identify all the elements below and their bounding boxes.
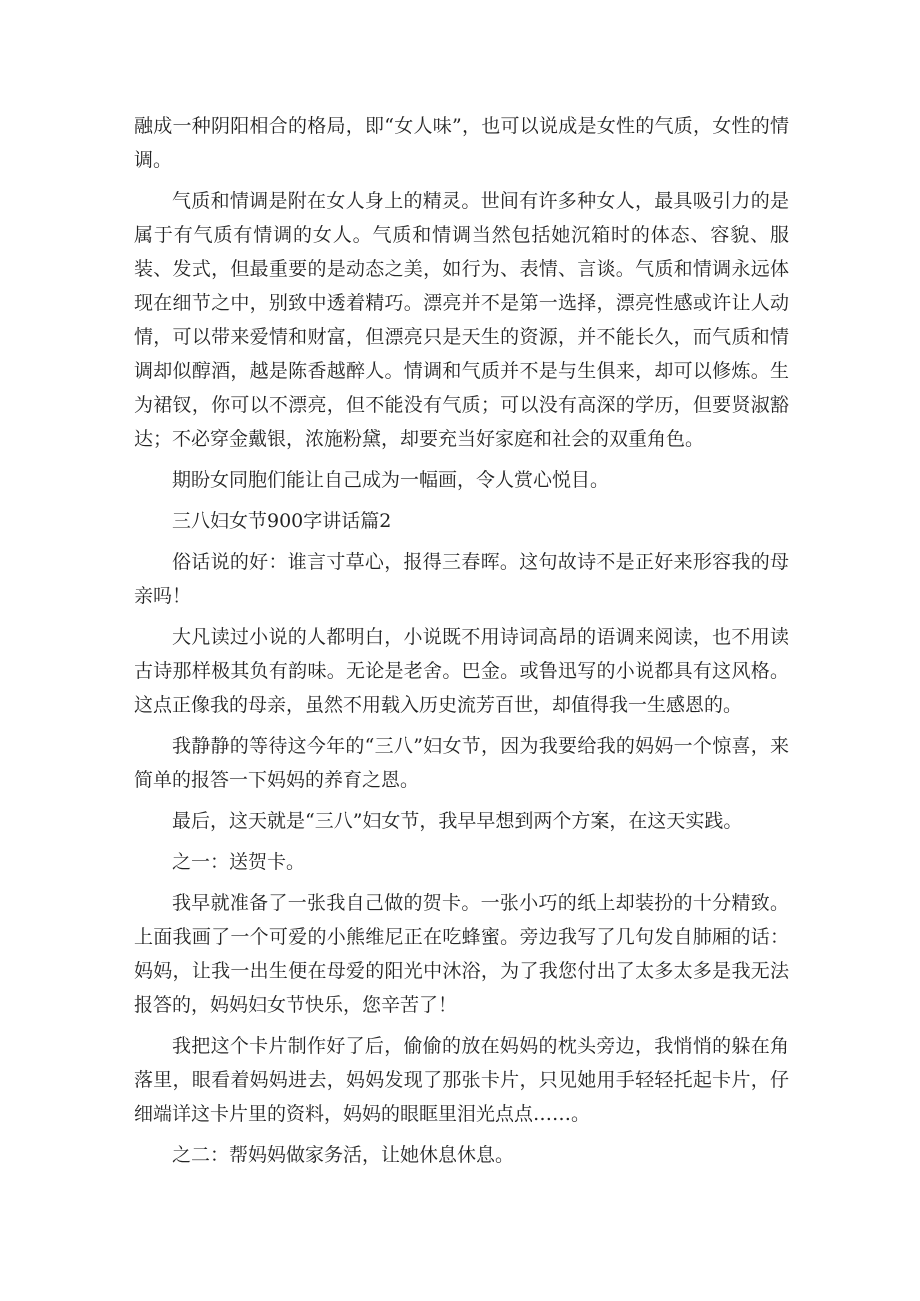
paragraph-plan-two: 之二：帮妈妈做家务活，让她休息休息。 [172, 1144, 515, 1166]
paragraph-plans: 最后，这天就是“三八”妇女节，我早早想到两个方案，在这天实践。 [172, 810, 743, 832]
paragraph-temperament: 气质和情调是附在女人身上的精灵。世间有许多种女人，最具吸引力的是属于有气质有情调的女人。气质和情调当然包括她沉箱时的体态、容貌、服装、发式，但最重要的是动态之美，如行为、表情、言谈。气质和情调永远体现在细节之中，别致中透着精巧。漂亮并不是第一选择，漂亮性感或许让人动情，可以带来爱情和财富，但漂亮只是天生的资源，并不能长久，而气质和情调却似醇酒，越是陈香越醉人。情调和气质并不是与生俱来，却可以修炼。生为裙钗，你可以不漂亮，但不能没有气质；可以没有高深的学历，但要贤淑豁达；不必穿金戴银，浓施粉黛，却要充当好家庭和社会的双重角色。 [134, 190, 789, 450]
paragraph-novel: 大凡读过小说的人都明白，小说既不用诗词高昂的语调来阅读，也不用读古诗那样极其负有韵味。无论是老舍。巴金。或鲁迅写的小说都具有这风格。这点正像我的母亲，虽然不用载入历史流芳百世，却值得我一生感恩的。 [134, 626, 789, 716]
section-heading: 三八妇女节900字讲话篇2 [172, 510, 392, 532]
paragraph-card: 我早就准备了一张我自己做的贺卡。一张小巧的纸上却装扮的十分精致。上面我画了一个可爱的小熊维尼正在吃蜂蜜。旁边我写了几句发自肺厢的话：妈妈，让我一出生便在母爱的阳光中沐浴，为了我您付出了太多太多是我无法报答的，妈妈妇女节快乐，您辛苦了！ [134, 892, 789, 1016]
document-body [134, 109, 789, 1179]
paragraph-proverb: 俗话说的好：谁言寸草心，报得三春晖。这句故诗不是正好来形容我的母亲吗！ [134, 551, 789, 607]
paragraph-hope: 期盼女同胞们能让自己成为一幅画，令人赏心悦目。 [172, 469, 610, 491]
paragraph-continuation: 融成一种阴阳相合的格局，即“女人味”，也可以说成是女性的气质，女性的情调。 [134, 115, 789, 171]
paragraph-plan-one: 之一：送贺卡。 [172, 851, 306, 873]
paragraph-card-placed: 我把这个卡片制作好了后，偷偷的放在妈妈的枕头旁边，我悄悄的躲在角落里，眼看着妈妈进去，妈妈发现了那张卡片，只见她用手轻轻托起卡片，仔细端详这卡片里的资料，妈妈的眼眶里泪光点点……。 [134, 1035, 789, 1125]
paragraph-waiting: 我静静的等待这今年的“三八”妇女节，因为我要给我的妈妈一个惊喜，来简单的报答一下妈妈的养育之恩。 [134, 735, 789, 791]
